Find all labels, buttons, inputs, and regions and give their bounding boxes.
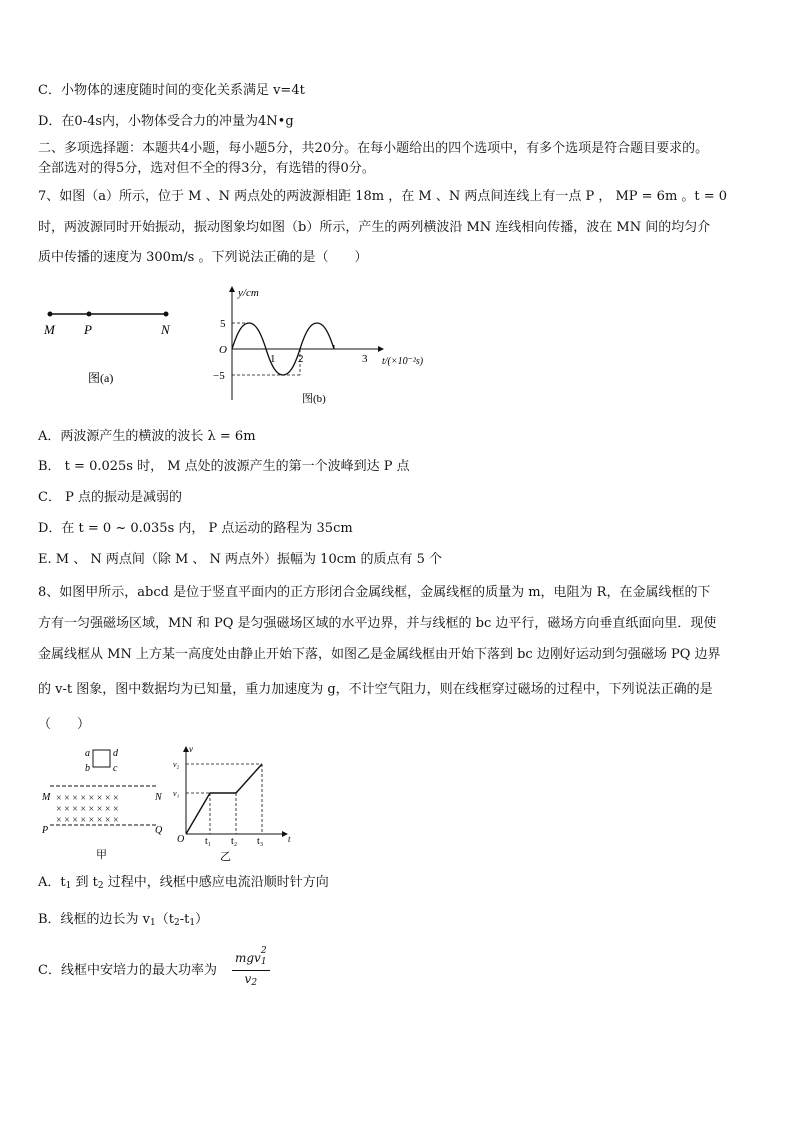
q8-option-c: C．线框中安培力的最大功率为 bbox=[38, 963, 217, 978]
q7-stem-1: 7、如图（a）所示，位于 M 、N 两点处的两波源相距 18m ，在 M 、N 两点间连线上有一点 P ， MP = 6m 。t = 0 bbox=[38, 189, 728, 204]
q8-option-b: B．线框的边长为 $v_1(t_2-t_1)$ bbox=[38, 912, 209, 928]
jia-label-b: b bbox=[85, 763, 90, 774]
q8-stem-5: （ ） bbox=[38, 717, 91, 732]
power-fraction bbox=[232, 946, 270, 991]
jia-label-m: M bbox=[42, 792, 51, 803]
q8-stem-1: 8、如图甲所示，abcd 是位于竖直平面内的正方形闭合金属线框，金属线框的质量为 m，电阻为 R，在金属线框的下 bbox=[38, 585, 711, 600]
jia-label-q: Q bbox=[155, 825, 163, 836]
fig-b-caption: 图(b) bbox=[302, 393, 326, 405]
option-6c: C．小物体的速度随时间的变化关系满足 v=4t bbox=[38, 83, 305, 98]
q7-stem-2: 时，两波源同时开始振动，振动图象均如图（b）所示，产生的两列横波沿 MN 连线相向传播，波在 MN 间的均匀介 bbox=[38, 220, 711, 235]
q7-option-a: A．两波源产生的横波的波长 λ = 6m bbox=[38, 429, 256, 444]
q7-option-b: B． t = 0.025s 时， M 点处的波源产生的第一个波峰到达 P 点 bbox=[38, 459, 410, 474]
jia-label-d: d bbox=[113, 748, 118, 759]
jia-label-p: P bbox=[42, 825, 49, 836]
fig-b-origin: O bbox=[219, 344, 227, 356]
yi-caption: 乙 bbox=[220, 851, 231, 863]
q8-stem-4: 的 v-t 图象，图中数据均为已知量，重力加速度为 g，不计空气阻力，则在线框穿过磁场的过程中，下列说法正确的是 bbox=[38, 682, 713, 697]
fig-b-xtick-3: 3 bbox=[362, 353, 368, 365]
yi-t2: t₂ bbox=[231, 836, 238, 847]
fig-b-xtick-2: 2 bbox=[298, 353, 304, 365]
q8-stem-2: 方有一匀强磁场区域，MN 和 PQ 是匀强磁场区域的水平边界，并与线框的 bc 边平行，磁场方向垂直纸面向里．现使 bbox=[38, 616, 717, 631]
q7-option-c: C． P 点的振动是减弱的 bbox=[38, 490, 182, 505]
yi-t3: t₃ bbox=[257, 836, 264, 847]
jia-label-a: a bbox=[85, 748, 90, 759]
fraction-numerator: mgv 2 $_1$ bbox=[232, 950, 270, 971]
fig-a-caption: 图(a) bbox=[88, 371, 114, 385]
square-frame bbox=[93, 750, 110, 767]
yi-v2: v₂ bbox=[173, 760, 180, 769]
q7-option-d: D．在 t = 0 ~ 0.035s 内， P 点运动的路程为 35cm bbox=[38, 521, 353, 536]
yi-v-axis: v bbox=[189, 744, 193, 754]
q8-stem-3: 金属线框从 MN 上方某一高度处由静止开始下落，如图乙是金属线框由开始下落到 bc 边刚好运动到匀强磁场 PQ 边界 bbox=[38, 647, 721, 662]
yi-t-axis: t bbox=[288, 834, 291, 844]
fraction-denominator: $v_2$ bbox=[244, 972, 258, 988]
vt-curve bbox=[186, 764, 262, 834]
jia-label-n: N bbox=[155, 792, 162, 803]
figure-jia bbox=[38, 742, 176, 864]
jia-caption: 甲 bbox=[96, 849, 107, 861]
fig-b-ytick-5: 5 bbox=[220, 318, 226, 330]
yi-t1: t₁ bbox=[205, 836, 212, 847]
figure-a bbox=[38, 300, 188, 395]
fig-b-xtick-1: 1 bbox=[270, 353, 276, 365]
yi-origin: O bbox=[177, 834, 185, 845]
yi-v1: v₁ bbox=[173, 789, 180, 798]
fig-a-label-m: M bbox=[44, 322, 55, 337]
svg-text:× × × × × × × ×: × × × × × × × × bbox=[56, 815, 119, 826]
figure-yi bbox=[170, 742, 300, 864]
fig-b-ytick-neg5: −5 bbox=[213, 370, 225, 382]
magnetic-field-marks bbox=[56, 793, 119, 826]
svg-text:× × × × × × × ×: × × × × × × × × bbox=[56, 793, 119, 804]
fig-b-ylabel: y/cm bbox=[238, 287, 259, 299]
jia-label-c: c bbox=[113, 763, 118, 774]
section-2-heading-2: 全部选对的得5分，选对但不全的得3分，有选错的得0分。 bbox=[38, 161, 375, 176]
fig-b-xlabel: t/(×10⁻²s) bbox=[382, 356, 424, 367]
q7-stem-3: 质中传播的速度为 300m/s 。下列说法正确的是（ ） bbox=[38, 250, 368, 265]
option-6d: D．在0-4s内，小物体受合力的冲量为4N•g bbox=[38, 114, 294, 129]
q7-option-e: E. M 、 N 两点间（除 M 、 N 两点外）振幅为 10cm 的质点有 5 个 bbox=[38, 552, 443, 567]
svg-text:× × × × × × × ×: × × × × × × × × bbox=[56, 804, 119, 815]
figure-b bbox=[210, 282, 450, 410]
q8-option-a: A．$t_1$ 到 $t_2$ 过程中，线框中感应电流沿顺时针方向 bbox=[38, 875, 329, 891]
fig-a-label-p: P bbox=[84, 322, 92, 337]
section-2-heading-1: 二、多项选择题：本题共4小题，每小题5分，共20分。在每小题给出的四个选项中，有多个选项是符合题目要求的。 bbox=[38, 141, 709, 156]
fig-a-label-n: N bbox=[161, 322, 170, 337]
